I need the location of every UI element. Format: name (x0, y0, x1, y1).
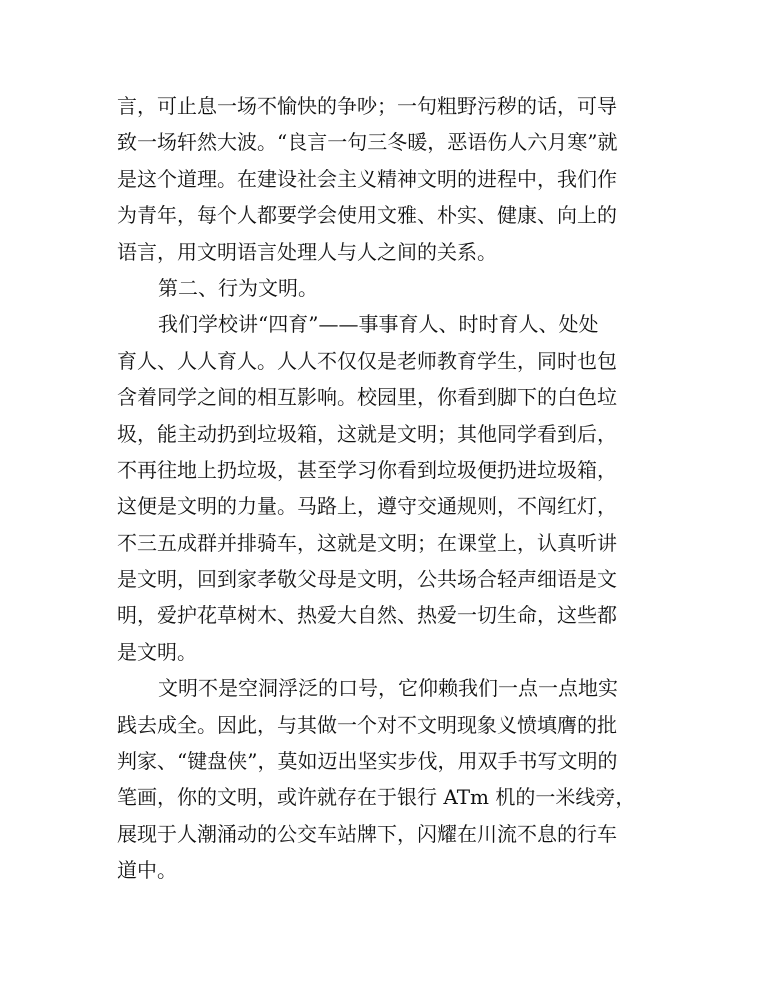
text-line: 判家、“键盘侠”，莫如迈出坚实步伐，用双手书写文明的 (117, 749, 618, 774)
text-line: 育人、人人育人。人人不仅仅是老师教育学生，同时也包 (117, 348, 617, 373)
text-line: 言，可止息一场不愉快的争吵；一句粗野污秽的话，可导 (117, 94, 617, 118)
text-line: 不三五成群并排骑车，这就是文明；在课堂上，认真听讲 (117, 530, 617, 555)
text-line: 文明不是空洞浮泛的口号，它仰赖我们一点一点地实 (158, 676, 618, 701)
text-line: 不再往地上扔垃圾，甚至学习你看到垃圾便扔进垃圾箱， (117, 457, 617, 482)
paragraph-language-civility-end (117, 88, 653, 270)
text-line: 这便是文明的力量。马路上，遵守交通规则，不闯红灯， (117, 494, 617, 519)
paragraph-four-education (117, 306, 653, 670)
text-line: 我们学校讲“四育”——事事育人、时时育人、处处 (158, 312, 599, 337)
text-line: 展现于人潮涌动的公交车站牌下，闪耀在川流不息的行车 (117, 821, 617, 846)
text-line: 为青年，每个人都要学会使用文雅、朴实、健康、向上的 (117, 203, 617, 228)
text-line: 致一场轩然大波。“良言一句三冬暖，恶语伤人六月寒”就 (117, 130, 618, 155)
paragraph-civility-practice (117, 670, 653, 888)
text-line: 道中。 (117, 858, 177, 883)
text-line: 是文明，回到家孝敬父母是文明，公共场合轻声细语是文 (117, 567, 617, 592)
text-line: 践去成全。因此，与其做一个对不文明现象义愤填膺的批 (117, 712, 617, 737)
section-heading-behavior-civility (117, 270, 653, 306)
text-line: 是文明。 (117, 639, 197, 664)
text-line: 含着同学之间的相互影响。校园里，你看到脚下的白色垃 (117, 385, 617, 410)
text-line: 圾，能主动扔到垃圾箱，这就是文明；其他同学看到后， (117, 421, 617, 446)
document-page (117, 88, 653, 889)
text-line: 笔画，你的文明，或许就存在于银行 ATm 机的一米线旁， (117, 785, 636, 810)
text-line: 明，爱护花草树木、热爱大自然、热爱一切生命，这些都 (117, 603, 617, 628)
text-line: 是这个道理。在建设社会主义精神文明的进程中，我们作 (117, 166, 617, 191)
section-heading: 第二、行为文明。 (158, 275, 318, 300)
text-line: 语言，用文明语言处理人与人之间的关系。 (117, 239, 497, 264)
